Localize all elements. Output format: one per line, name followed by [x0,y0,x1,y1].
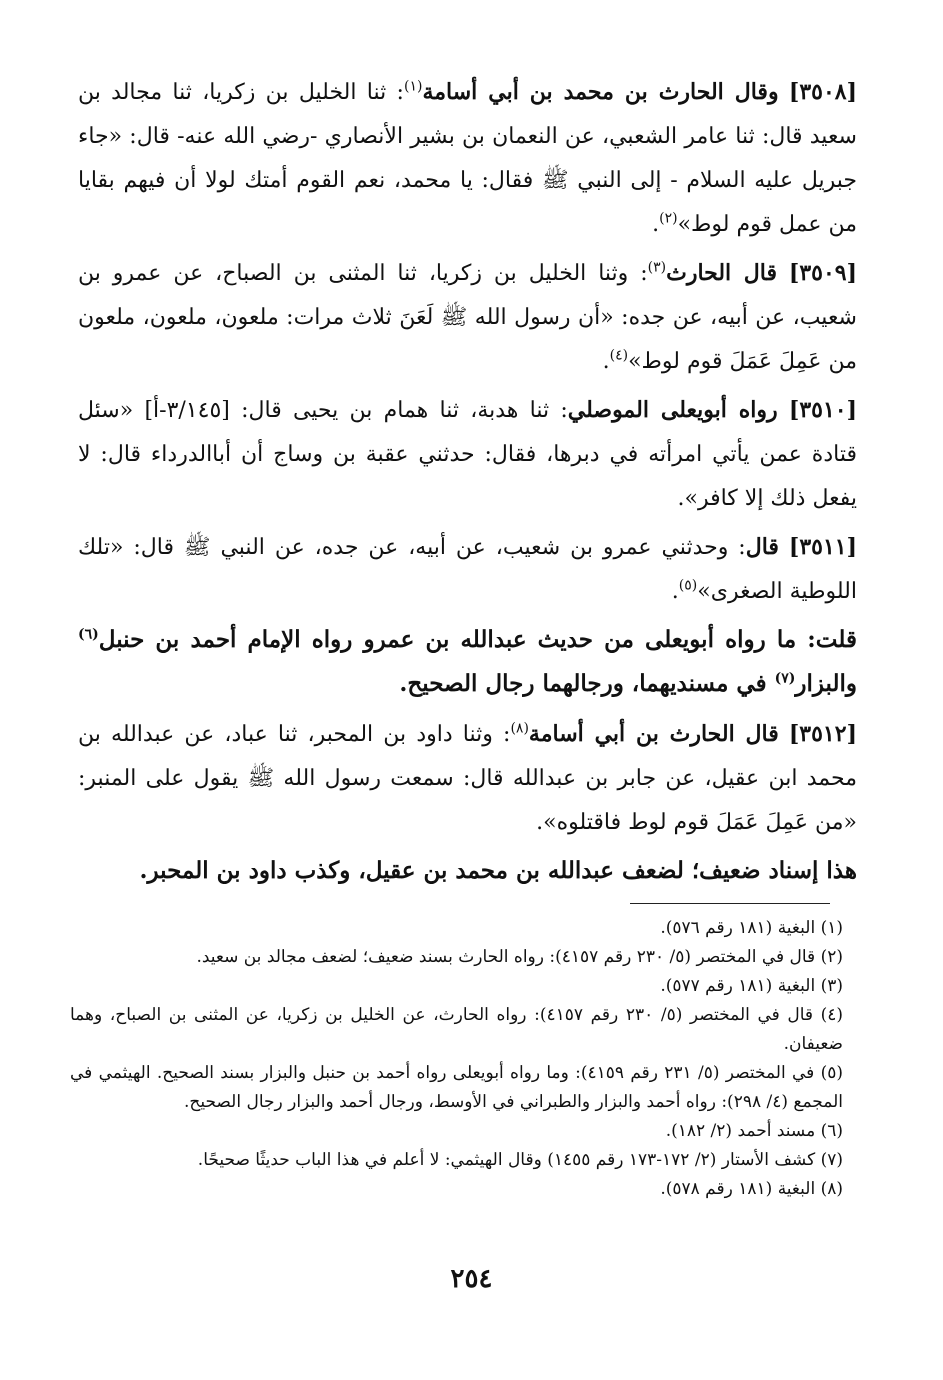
footnote: (٣) البغية (١٨١ رقم ٥٧٧). [660,976,843,996]
hadith-text: : ثنا الخليل بن زكريا، ثنا مجالد بن سعيد قال: ثنا عامر الشعبي، عن النعمان بن بشير الأنصاري -رضي الله عنه- قال: «جاء جبريل عليه السلام - إلى النبي ﷺ فقال: يا محمد، نعم القوم أمتك لولا أن فيهم بقايا من عمل قوم لوط» [78,80,857,237]
footnote-ref: (٥) [678,577,698,594]
footnotes [70,914,843,1204]
hadith-number: [٣٥١٠] [788,397,857,423]
hadith-narrator: قال الحارث [666,260,777,286]
hadith-text: : وحدثني عمرو بن شعيب، عن أبيه، عن جده، عن النبي ﷺ قال: «تلك اللوطية الصغرى» [78,535,857,604]
hadith-number: [٣٥٠٨] [788,79,857,105]
hadith-3508 [78,70,857,247]
hadith-narrator: وقال الحارث بن محمد بن أبي أسامة [422,79,779,105]
hadith-end: . [602,349,610,374]
hadith-3509 [78,251,857,384]
hadith-narrator: قال [745,534,779,560]
footnote: (٨) البغية (١٨١ رقم ٥٧٨). [660,1179,843,1199]
hadith-number: [٣٥٠٩] [788,260,857,286]
hadith-text: : وثنا الخليل بن زكريا، ثنا المثنى بن الصباح، عن عمرو بن شعيب، عن أبيه، عن جده: «أن رسول الله ﷺ لَعَنَ ثلاث مرات: ملعون، ملعون، ملعون من عَمِلَ عَمَلَ قوم لوط» [78,261,857,374]
hadith-3511 [78,525,857,614]
note-text: والبزار [795,670,857,697]
note-text: قلت: ما رواه أبويعلى من حديث عبدالله بن عمرو رواه الإمام أحمد بن حنبل [98,626,857,653]
footnote-ref: (٣) [647,259,667,276]
footnote: (٥) في المختصر (٥/ ٢٣١ رقم ٤١٥٩): وما رواه أبويعلى رواه أحمد بن حنبل والبزار بسند الصحيح. الهيثمي في المجمع (٤/ ٢٩٨): رواه أحمد والبزار والطبراني في الأوسط، ورجال أحمد والبزار رجال الصحيح. [70,1063,843,1112]
hadith-3512 [78,712,857,845]
hadith-number: [٣٥١٢] [788,721,857,747]
footnote-ref: (٤) [609,347,629,364]
note-text: في مسنديهما، ورجالهما رجال الصحيح. [399,670,775,697]
footnote: (٤) قال في المختصر (٥/ ٢٣٠ رقم ٤١٥٧): رواه الحارث، عن الخليل بن زكريا، عن المثنى بن الصباح، وهما ضعيفان. [70,1005,844,1054]
hadith-end: . [652,212,660,237]
footnote: (٢) قال في المختصر (٥/ ٢٣٠ رقم ٤١٥٧): رواه الحارث بسند ضعيف؛ لضعف مجالد بن سعيد. [196,947,843,967]
hadith-text: : ثنا هدبة، ثنا همام بن يحيى قال: [٣/١٤٥-أ] «سئل قتادة عمن يأتي امرأته في دبرها، فقال: حدثني عقبة بن وساج أن أباالدرداء قال: لا يفعل ذلك إلا كافر». [78,398,857,511]
hadith-text: : وثنا داود بن المحبر، ثنا عباد، عن عبدالله بن محمد ابن عقيل، عن جابر بن عبدالله قال: سمعت رسول الله ﷺ يقول على المنبر: «من عَمِلَ عَمَلَ قوم لوط فاقتلوه». [78,722,857,835]
hadith-end: . [671,579,679,604]
editor-note-1 [78,618,857,706]
hadith-3510 [78,388,857,521]
footnote: (٧) كشف الأستار (٢/ ١٧٢-١٧٣ رقم ١٤٥٥) وقال الهيثمي: لا أعلم في هذا الباب حديثًا صحيحًا. [197,1150,843,1170]
footnote: (٦) مسند أحمد (٢/ ١٨٢). [665,1121,843,1141]
footnote-ref: (١) [403,78,423,95]
hadith-number: [٣٥١١] [788,534,857,560]
hadith-narrator: قال الحارث بن أبي أسامة [528,721,779,747]
editor-note-2: هذا إسناد ضعيف؛ لضعف عبدالله بن محمد بن عقيل، وكذب داود بن المحبر. [139,857,857,884]
footnote-ref: (٧) [774,670,796,687]
hadith-narrator: رواه أبويعلى الموصلي [567,397,778,423]
footnote-ref: (٨) [510,720,529,737]
footnote-ref: (٦) [78,626,99,643]
footnote-ref: (٢) [659,210,678,227]
footnote-divider [630,903,830,904]
footnote: (١) البغية (١٨١ رقم ٥٧٦). [660,918,843,938]
page-number: ٢٥٤ [450,1264,493,1294]
